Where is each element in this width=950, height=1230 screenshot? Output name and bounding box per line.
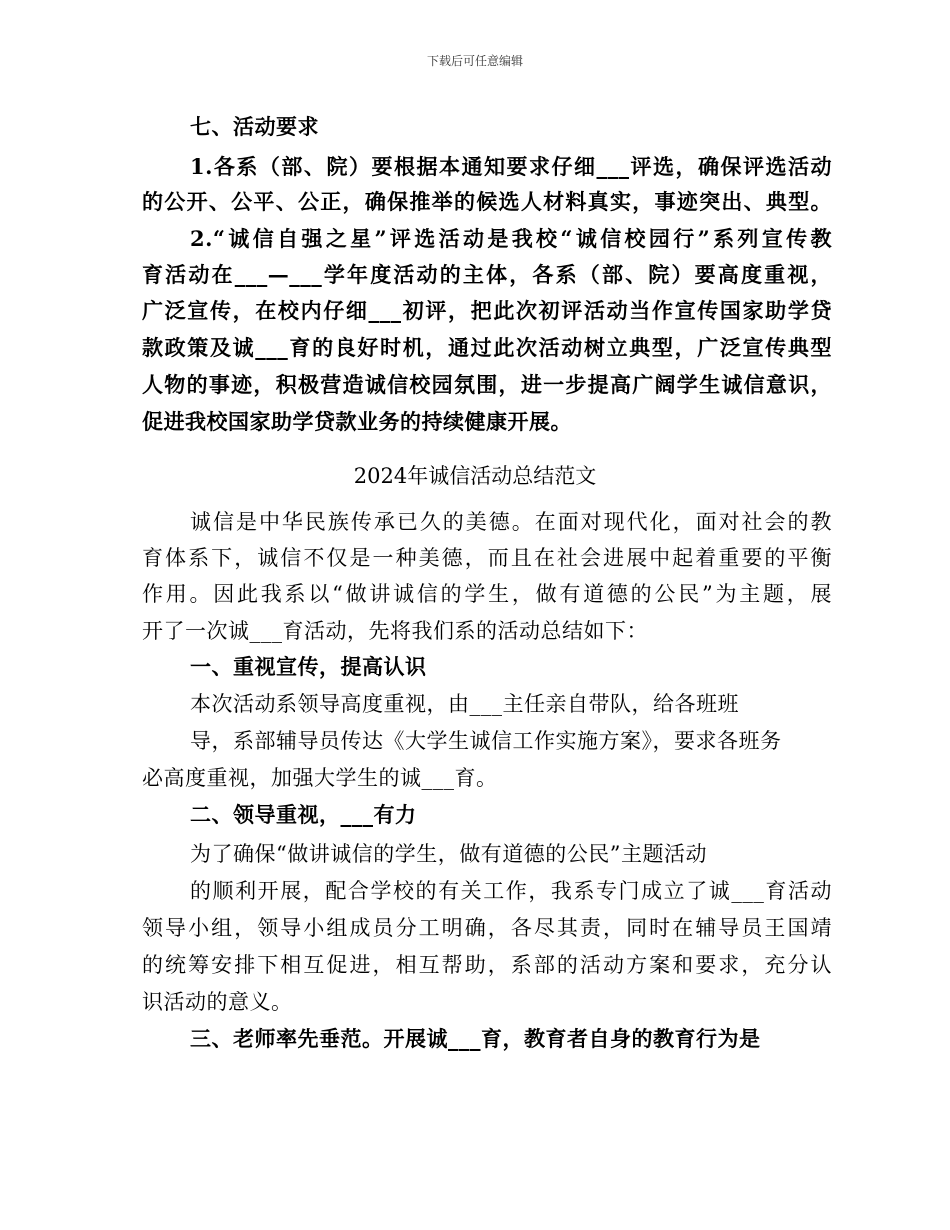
paragraph-line: 识活动的意义。 <box>142 990 293 1014</box>
section-heading: 三、老师率先垂范。开展诚___育，教育者自身的教育行为是 <box>190 1026 761 1051</box>
article-title: 2024年诚信活动总结范文 <box>353 464 597 488</box>
paragraph-line: 为了确保“做讲诚信的学生，做有道德的公民”主题活动 <box>190 842 707 866</box>
section-heading: 二、领导重视，___有力 <box>190 802 417 827</box>
paragraph-line: 的顺利开展，配合学校的有关工作，我系专门成立了诚___育活动 <box>190 879 832 903</box>
section-heading: 一、重视宣传，提高认识 <box>190 654 427 679</box>
paragraph-line: 2.“诚信自强之星”评选活动是我校“诚信校园行”系列宣传教 <box>190 226 832 251</box>
paragraph-line: 本次活动系领导高度重视，由___主任亲自带队，给各班班 <box>190 692 739 716</box>
paragraph-line: 款政策及诚___育的良好时机，通过此次活动树立典型，广泛宣传典型 <box>142 335 832 360</box>
paragraph-line: 导，系部辅导员传达《大学生诚信工作实施方案》，要求各班务 <box>190 729 782 753</box>
paragraph-line: 育体系下，诚信不仅是一种美德，而且在社会进展中起着重要的平衡 <box>142 546 832 570</box>
paragraph-line: 人物的事迹，积极营造诚信校园氛围，进一步提高广阔学生诚信意识， <box>142 372 832 397</box>
paragraph-line: 作用。因此我系以“做讲诚信的学生，做有道德的公民”为主题，展 <box>142 582 832 606</box>
paragraph-line: 的统筹安排下相互促进，相互帮助，系部的活动方案和要求，充分认 <box>142 953 832 977</box>
paragraph-line: 必高度重视，加强大学生的诚___育。 <box>142 766 498 790</box>
paragraph-line: 领导小组，领导小组成员分工明确，各尽其责，同时在辅导员王国靖 <box>142 916 832 940</box>
paragraph-line: 诚信是中华民族传承已久的美德。在面对现代化，面对社会的教 <box>190 510 832 534</box>
paragraph-line: 促进我校国家助学贷款业务的持续健康开展。 <box>142 409 572 434</box>
paragraph-line: 广泛宣传，在校内仔细___初评，把此次初评活动当作宣传国家助学贷 <box>142 298 832 323</box>
header-note: 下载后可任意编辑 <box>426 54 523 68</box>
paragraph-line: 的公开、公平、公正，确保推举的候选人材料真实，事迹突出、典型。 <box>142 189 832 214</box>
paragraph-line: 开了一次诚___育活动，先将我们系的活动总结如下： <box>142 619 648 643</box>
paragraph-line: 1.各系（部、院）要根据本通知要求仔细___评选，确保评选活动 <box>190 154 832 179</box>
paragraph-line: 育活动在___—___学年度活动的主体，各系（部、院）要高度重视， <box>142 262 832 287</box>
section-heading: 七、活动要求 <box>190 114 319 139</box>
